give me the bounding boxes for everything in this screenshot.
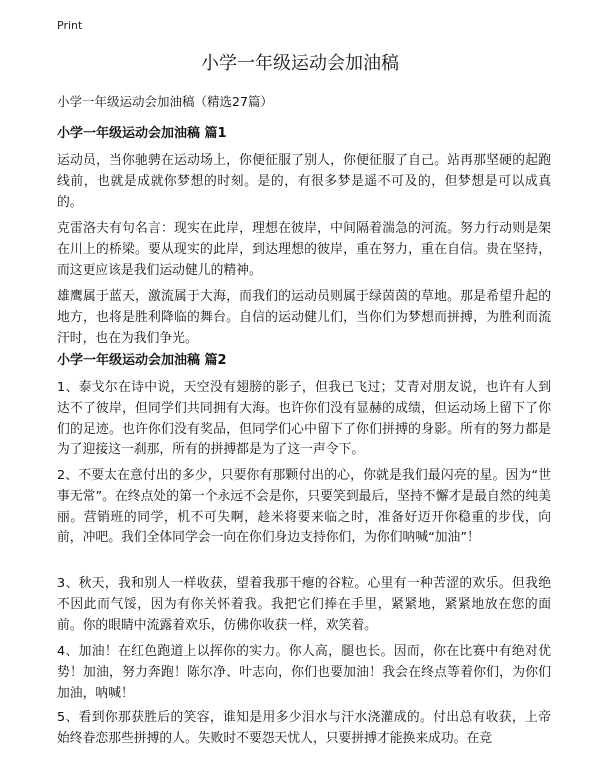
paragraph: 运动员，当你驰骋在运动场上，你便征服了别人，你便征服了自己。站再那坚硬的起跑线前，也就是成就你梦想的时刻。是的，有很多梦是遥不可及的，但梦想是可以成真的。 xyxy=(57,153,551,210)
paragraph: 3、秋天，我和别人一样收获，望着我那干瘪的谷粒。心里有一种苦涩的欢乐。但我绝不因此而气馁，因为有你关怀着我。我把它们捧在手里，紧紧地，紧紧地放在您的面前。你的眼睛中流露着欢乐，仿佛你收获一样，欢笑着。 xyxy=(57,576,551,633)
paragraph: 5、看到你那获胜后的笑容，谁知是用多少泪水与汗水浇灌成的。付出总有收获，上帝始终眷恋那些拼搏的人。失败时不要怨天忧人，只要拼搏才能换来成功。在竞 xyxy=(57,710,551,746)
paragraph: 2、不要太在意付出的多少，只要你有那颗付出的心，你就是我们最闪亮的星。因为“世事无常”。在终点处的第一个永远不会是你，只要笑到最后，坚持不懈才是最自然的纯美丽。营销班的同学，机不可失啊，趁米将要来临之时，准备好迈开你稳重的步伐，向前，冲吧。我们全体同学会一向在你们身边支持你们，为你们呐喊“加油”！ xyxy=(57,468,551,546)
paragraph: 雄鹰属于蓝天，激流属于大海，而我们的运动员则属于绿茵茵的草地。那是希望升起的地方，也将是胜利降临的舞台。自信的运动健儿们，当你们为梦想而拼搏，为胜利而流汗时，也在为我们争光。 xyxy=(57,289,551,346)
paragraph: 克雷洛夫有句名言：现实在此岸，理想在彼岸，中间隔着湍急的河流。努力行动则是架在川上的桥梁。要从现实的此岸，到达理想的彼岸，重在努力，重在自信。贵在坚持，而这更应该是我们运动健儿的精神。 xyxy=(57,221,551,278)
document-subtitle: 小学一年级运动会加油稿（精选27篇） xyxy=(57,94,273,109)
section-heading-2: 小学一年级运动会加油稿 篇2 xyxy=(57,353,227,368)
paragraph: 4、加油！在红色跑道上以挥你的实力。你人高，腿也长。因而，你在比赛中有绝对优势！加油，努力奔跑！陈尔净、叶志向，你们也要加油！我会在终点等着你们，为你们加油，呐喊！ xyxy=(57,644,551,701)
paragraph: 1、泰戈尔在诗中说，天空没有翅膀的影子，但我已飞过；艾青对朋友说，也许有人到达不了彼岸，但同学们共同拥有大海。也许你们没有显赫的成绩，但运动场上留下了你们的足迹。也许你们没有奖品，但同学们心中留下了你们拼搏的身影。所有的努力都是为了迎接这一刹那，所有的拼搏都是为了这一声令下。 xyxy=(57,380,551,458)
document-title: 小学一年级运动会加油稿 xyxy=(201,53,399,74)
print-link[interactable]: Print xyxy=(57,19,83,32)
section-heading-1: 小学一年级运动会加油稿 篇1 xyxy=(57,126,227,141)
